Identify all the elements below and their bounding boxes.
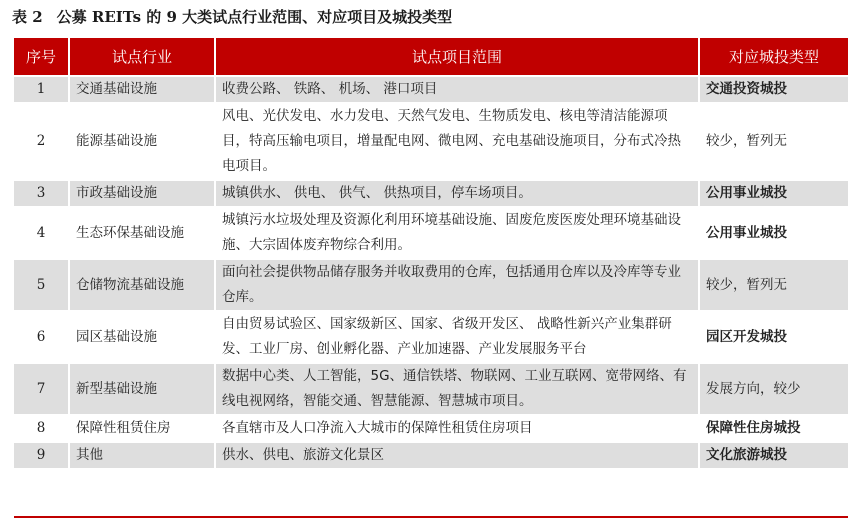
header-number: 序号: [14, 38, 70, 75]
row-scope-cell: 面向社会提供物品储存服务并收取费用的仓库，包括通用仓库以及冷库等专业仓库。: [216, 258, 700, 310]
table-header-row: [14, 38, 848, 75]
caption-title: 公募 REITs 的 9 大类试点行业范围、对应项目及城投类型: [56, 8, 453, 26]
bottom-rule: [14, 516, 848, 518]
table-caption: [12, 6, 452, 27]
row-scope-cell: 收费公路、 铁路、 机场、 港口项目: [216, 75, 700, 102]
row-number-cell: 2: [14, 102, 70, 179]
table-row: [14, 206, 848, 258]
row-number-cell: 4: [14, 206, 70, 258]
row-scope-cell: 数据中心类、人工智能，5G、通信铁塔、物联网、工业互联网、宽带网络、有线电视网络，智能交通、智慧能源、智慧城市项目。: [216, 362, 700, 414]
row-number-cell: 1: [14, 75, 70, 102]
table-row: [14, 441, 848, 468]
row-industry-cell: 生态环保基础设施: [70, 206, 216, 258]
row-number-cell: 8: [14, 414, 70, 441]
row-type-cell: 保障性住房城投: [700, 414, 848, 441]
row-industry-cell: 交通基础设施: [70, 75, 216, 102]
table-row: [14, 75, 848, 102]
row-type-cell: 较少，暂列无: [700, 102, 848, 179]
row-scope-cell: 风电、光伏发电、水力发电、天然气发电、生物质发电、核电等清洁能源项目，特高压输电项目，增量配电网、微电网、充电基础设施项目，分布式冷热电项目。: [216, 102, 700, 179]
row-number-cell: 6: [14, 310, 70, 362]
row-industry-cell: 园区基础设施: [70, 310, 216, 362]
table-row: [14, 310, 848, 362]
caption-number: 表 2: [12, 8, 43, 26]
table-row: [14, 414, 848, 441]
row-type-cell: 较少，暂列无: [700, 258, 848, 310]
row-type-cell: 发展方向，较少: [700, 362, 848, 414]
row-type-cell: 文化旅游城投: [700, 441, 848, 468]
row-type-cell: 交通投资城投: [700, 75, 848, 102]
row-scope-cell: 供水、供电、旅游文化景区: [216, 441, 700, 468]
header-industry: 试点行业: [70, 38, 216, 75]
row-industry-cell: 新型基础设施: [70, 362, 216, 414]
row-industry-cell: 仓储物流基础设施: [70, 258, 216, 310]
header-type: 对应城投类型: [700, 38, 848, 75]
table-body: [14, 75, 848, 468]
row-type-cell: 园区开发城投: [700, 310, 848, 362]
row-number-cell: 9: [14, 441, 70, 468]
reits-industry-table: [14, 38, 848, 468]
row-number-cell: 3: [14, 179, 70, 206]
row-industry-cell: 保障性租赁住房: [70, 414, 216, 441]
row-number-cell: 5: [14, 258, 70, 310]
row-scope-cell: 自由贸易试验区、国家级新区、国家、省级开发区、 战略性新兴产业集群研发、工业厂房、创业孵化器、产业加速器、产业发展服务平台: [216, 310, 700, 362]
row-industry-cell: 其他: [70, 441, 216, 468]
row-type-cell: 公用事业城投: [700, 206, 848, 258]
row-type-cell: 公用事业城投: [700, 179, 848, 206]
row-scope-cell: 各直辖市及人口净流入大城市的保障性租赁住房项目: [216, 414, 700, 441]
table-row: [14, 102, 848, 179]
row-number-cell: 7: [14, 362, 70, 414]
table-row: [14, 179, 848, 206]
table-row: [14, 362, 848, 414]
row-scope-cell: 城镇污水垃圾处理及资源化利用环境基础设施、固废危废医废处理环境基础设施、大宗固体废弃物综合利用。: [216, 206, 700, 258]
header-scope: 试点项目范围: [216, 38, 700, 75]
table-row: [14, 258, 848, 310]
row-industry-cell: 市政基础设施: [70, 179, 216, 206]
row-industry-cell: 能源基础设施: [70, 102, 216, 179]
row-scope-cell: 城镇供水、 供电、 供气、 供热项目，停车场项目。: [216, 179, 700, 206]
